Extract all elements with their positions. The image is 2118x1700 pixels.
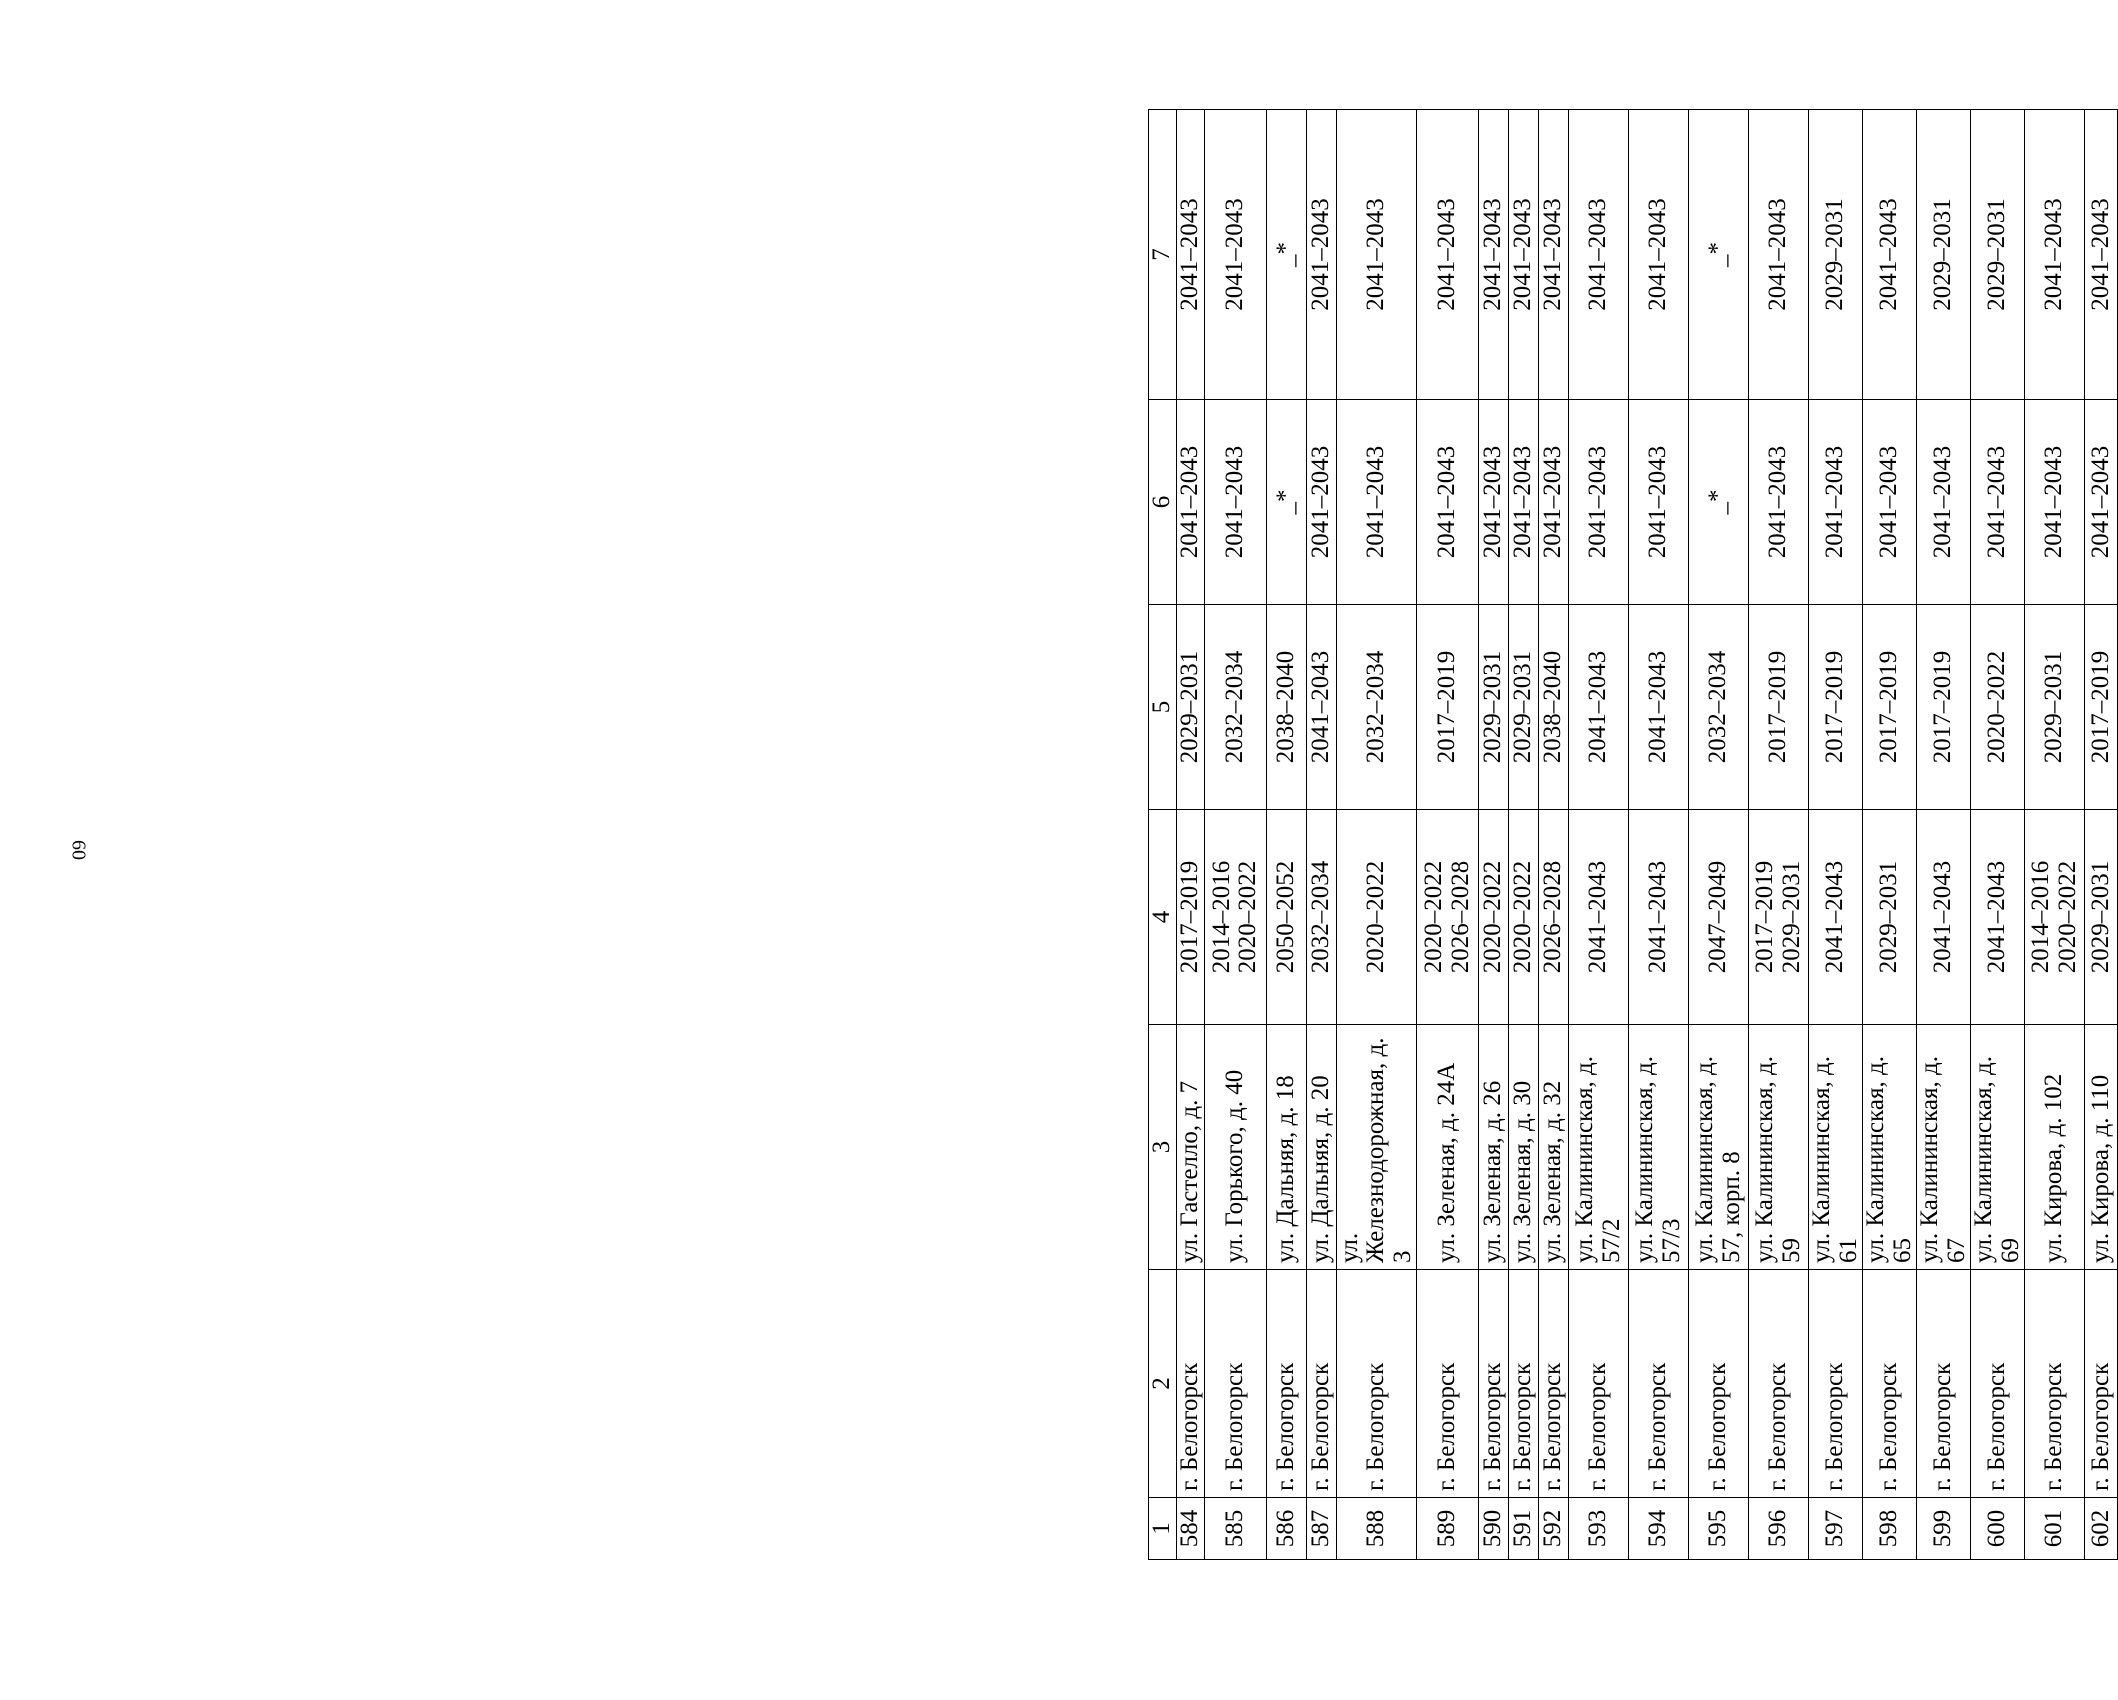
period-cell-col4 [1917,810,1971,1025]
city-cell: г. Белогорск [1689,1270,1749,1498]
table-row [1539,110,1569,1560]
column-header: 1 [1149,1498,1177,1560]
period-cell-col4 [1629,810,1689,1025]
table-row [1917,110,1971,1560]
city-cell: г. Белогорск [1749,1270,1809,1498]
address-cell: ул. Зеленая, д. 24А [1417,1025,1479,1270]
table-row [2085,110,2118,1560]
row-number-cell: 598 [1863,1498,1917,1560]
address-cell: ул. Зеленая, д. 26 [1479,1025,1509,1270]
city-cell: г. Белогорск [1176,1270,1204,1498]
row-number-cell: 593 [1569,1498,1629,1560]
table-row [1629,110,1689,1560]
period-cell-col6: 2041–2043 [1863,400,1917,605]
period-line: 2017–2019 [1751,860,1778,974]
city-cell: г. Белогорск [1266,1270,1306,1498]
period-cell-col7: 2041–2043 [1336,110,1417,400]
period-line: 2014–2016 [2027,860,2054,974]
period-cell-col4 [1569,810,1629,1025]
period-cell-col4 [1749,810,1809,1025]
period-cell-col7: 2029–2031 [1971,110,2025,400]
address-cell: ул. Калининская, д. 67 [1917,1025,1971,1270]
period-line: 2020–2022 [1479,860,1507,974]
period-cell-col5: 2038–2040 [1266,605,1306,810]
table-row [1971,110,2025,1560]
period-cell-col4 [1539,810,1569,1025]
period-cell-col7: 2041–2043 [1417,110,1479,400]
table-row [1204,110,1266,1560]
period-cell-col4 [1809,810,1863,1025]
period-cell-col6: 2041–2043 [1809,400,1863,605]
address-cell: ул. Калининская, д. 57/2 [1569,1025,1629,1270]
city-cell: г. Белогорск [1204,1270,1266,1498]
city-cell: г. Белогорск [1569,1270,1629,1498]
row-number-cell: 586 [1266,1498,1306,1560]
period-cell-col6: 2041–2043 [1629,400,1689,605]
period-cell-col7: _* [1266,110,1306,400]
period-cell-col7: 2041–2043 [2085,110,2118,400]
table-row [2025,110,2085,1560]
period-cell-col6: 2041–2043 [1749,400,1809,605]
row-number-cell: 591 [1509,1498,1539,1560]
table-row [1509,110,1539,1560]
table-row [1479,110,1509,1560]
period-cell-col5: 2032–2034 [1204,605,1266,810]
table-row [1569,110,1629,1560]
period-line: 2029–2031 [2086,860,2114,974]
period-line: 2029–2031 [1777,860,1805,974]
column-header: 7 [1149,110,1177,400]
schedule-table [1148,109,2118,1560]
header-row [1149,110,1177,1560]
period-cell-col7: 2041–2043 [1539,110,1569,400]
period-cell-col4 [1689,810,1749,1025]
period-cell-col7: 2041–2043 [1629,110,1689,400]
period-cell-col6: 2041–2043 [1176,400,1204,605]
period-cell-col5: 2041–2043 [1629,605,1689,810]
city-cell: г. Белогорск [1306,1270,1336,1498]
period-cell-col4 [1336,810,1417,1025]
address-cell: ул. Кирова, д. 102 [2025,1025,2085,1270]
period-cell-col7: 2041–2043 [1749,110,1809,400]
address-cell: ул. Калининская, д. 69 [1971,1025,2025,1270]
city-cell: г. Белогорск [1479,1270,1509,1498]
period-cell-col7: 2041–2043 [1569,110,1629,400]
period-cell-col4 [2025,810,2085,1025]
period-line: 2041–2043 [1929,860,1957,974]
address-cell: ул. Зеленая, д. 30 [1509,1025,1539,1270]
period-cell-col6: 2041–2043 [1509,400,1539,605]
period-cell-col5: 2029–2031 [2025,605,2085,810]
period-cell-col5: 2017–2019 [2085,605,2118,810]
period-line: 2041–2043 [1584,860,1612,974]
address-cell: ул. Дальняя, д. 18 [1266,1025,1306,1270]
column-header: 4 [1149,810,1177,1025]
address-cell: ул. Дальняя, д. 20 [1306,1025,1336,1270]
period-cell-col7: 2029–2031 [1917,110,1971,400]
period-line: 2014–2016 [1207,860,1235,974]
column-header: 3 [1149,1025,1177,1270]
period-cell-col6: 2041–2043 [2025,400,2085,605]
period-cell-col5: 2017–2019 [1863,605,1917,810]
period-cell-col6: 2041–2043 [1479,400,1509,605]
period-cell-col7: 2041–2043 [1863,110,1917,400]
column-header: 5 [1149,605,1177,810]
period-cell-col5: 2041–2043 [1306,605,1336,810]
period-cell-col6: 2041–2043 [1539,400,1569,605]
period-cell-col5: 2032–2034 [1689,605,1749,810]
period-cell-col5: 2017–2019 [1749,605,1809,810]
period-cell-col5: 2017–2019 [1417,605,1479,810]
period-line: 2026–2028 [1539,860,1567,974]
address-cell: ул. Калининская, д. 59 [1749,1025,1809,1270]
row-number-cell: 587 [1306,1498,1336,1560]
address-cell: ул. Гастелло, д. 7 [1176,1025,1204,1270]
period-cell-col7: _* [1689,110,1749,400]
period-line: 2026–2028 [1446,860,1474,974]
row-number-cell: 602 [2085,1498,2118,1560]
city-cell: г. Белогорск [1336,1270,1417,1498]
row-number-cell: 601 [2025,1498,2085,1560]
period-cell-col5: 2017–2019 [1917,605,1971,810]
period-cell-col6: _* [1689,400,1749,605]
row-number-cell: 597 [1809,1498,1863,1560]
period-line: 2032–2034 [1306,860,1334,974]
period-cell-col5: 2029–2031 [1479,605,1509,810]
period-cell-col7: 2029–2031 [1809,110,1863,400]
period-cell-col4 [1266,810,1306,1025]
period-cell-col4 [1479,810,1509,1025]
period-line: 2047–2049 [1704,860,1732,974]
period-line: 2020–2022 [1234,860,1261,974]
period-cell-col4 [1417,810,1479,1025]
table-row [1863,110,1917,1560]
row-number-cell: 594 [1629,1498,1689,1560]
table-row [1176,110,1204,1560]
period-line: 2017–2019 [1175,860,1203,974]
city-cell: г. Белогорск [1629,1270,1689,1498]
page-number: 60 [67,840,90,860]
city-cell: г. Белогорск [1917,1270,1971,1498]
period-cell-col4 [1176,810,1204,1025]
city-cell: г. Белогорск [1539,1270,1569,1498]
row-number-cell: 588 [1336,1498,1417,1560]
period-cell-col7: 2041–2043 [1176,110,1204,400]
period-cell-col7: 2041–2043 [1479,110,1509,400]
period-line: 2041–2043 [1644,860,1672,974]
table-row [1336,110,1417,1560]
table-row [1689,110,1749,1560]
period-cell-col5: 2032–2034 [1336,605,1417,810]
table-row [1809,110,1863,1560]
period-cell-col5: 2020–2022 [1971,605,2025,810]
period-cell-col5: 2017–2019 [1809,605,1863,810]
period-cell-col6: 2041–2043 [1917,400,1971,605]
period-cell-col6: 2041–2043 [1971,400,2025,605]
table-row [1749,110,1809,1560]
period-cell-col4 [1863,810,1917,1025]
period-line: 2020–2022 [1509,860,1537,974]
address-cell: ул. Кирова, д. 110 [2085,1025,2118,1270]
city-cell: г. Белогорск [2025,1270,2085,1498]
table-row [1266,110,1306,1560]
period-cell-col7: 2041–2043 [1204,110,1266,400]
table-row [1306,110,1336,1560]
period-line: 2020–2022 [1362,860,1389,974]
table-row [1417,110,1479,1560]
period-cell-col6: 2041–2043 [1417,400,1479,605]
period-cell-col4 [1971,810,2025,1025]
row-number-cell: 585 [1204,1498,1266,1560]
address-cell: ул. Калининская, д. 61 [1809,1025,1863,1270]
city-cell: г. Белогорск [1809,1270,1863,1498]
row-number-cell: 599 [1917,1498,1971,1560]
period-cell-col4 [1306,810,1336,1025]
rotated-page-content [1148,109,2118,1560]
row-number-cell: 592 [1539,1498,1569,1560]
column-header: 2 [1149,1270,1177,1498]
period-cell-col6: 2041–2043 [1569,400,1629,605]
city-cell: г. Белогорск [1971,1270,2025,1498]
row-number-cell: 596 [1749,1498,1809,1560]
city-cell: г. Белогорск [1863,1270,1917,1498]
period-cell-col5: 2029–2031 [1176,605,1204,810]
address-cell: ул. Калининская, д. 57, корп. 8 [1689,1025,1749,1270]
period-cell-col4 [2085,810,2118,1025]
period-line: 2020–2022 [1420,860,1447,974]
address-cell: ул. Калининская, д. 65 [1863,1025,1917,1270]
address-cell: ул. Горького, д. 40 [1204,1025,1266,1270]
period-cell-col6: 2041–2043 [1336,400,1417,605]
address-cell: ул. Зеленая, д. 32 [1539,1025,1569,1270]
period-line: 2050–2052 [1271,860,1299,974]
period-line: 2041–2043 [1983,860,2011,974]
period-cell-col4 [1509,810,1539,1025]
column-header: 6 [1149,400,1177,605]
city-cell: г. Белогорск [1417,1270,1479,1498]
period-cell-col5: 2029–2031 [1509,605,1539,810]
city-cell: г. Белогорск [2085,1270,2118,1498]
address-cell: ул. Калининская, д. 57/3 [1629,1025,1689,1270]
period-cell-col7: 2041–2043 [1509,110,1539,400]
row-number-cell: 595 [1689,1498,1749,1560]
row-number-cell: 589 [1417,1498,1479,1560]
city-cell: г. Белогорск [1509,1270,1539,1498]
period-line: 2020–2022 [2053,860,2081,974]
period-cell-col5: 2041–2043 [1569,605,1629,810]
row-number-cell: 590 [1479,1498,1509,1560]
address-cell: ул. Железнодорожная, д. 3 [1336,1025,1417,1270]
period-cell-col7: 2041–2043 [1306,110,1336,400]
period-cell-col6: 2041–2043 [1204,400,1266,605]
row-number-cell: 600 [1971,1498,2025,1560]
period-cell-col7: 2041–2043 [2025,110,2085,400]
period-cell-col6: 2041–2043 [1306,400,1336,605]
row-number-cell: 584 [1176,1498,1204,1560]
period-line: 2029–2031 [1875,860,1903,974]
period-cell-col5: 2038–2040 [1539,605,1569,810]
period-cell-col4 [1204,810,1266,1025]
period-cell-col6: 2041–2043 [2085,400,2118,605]
period-line: 2041–2043 [1821,860,1849,974]
period-cell-col6: _* [1266,400,1306,605]
